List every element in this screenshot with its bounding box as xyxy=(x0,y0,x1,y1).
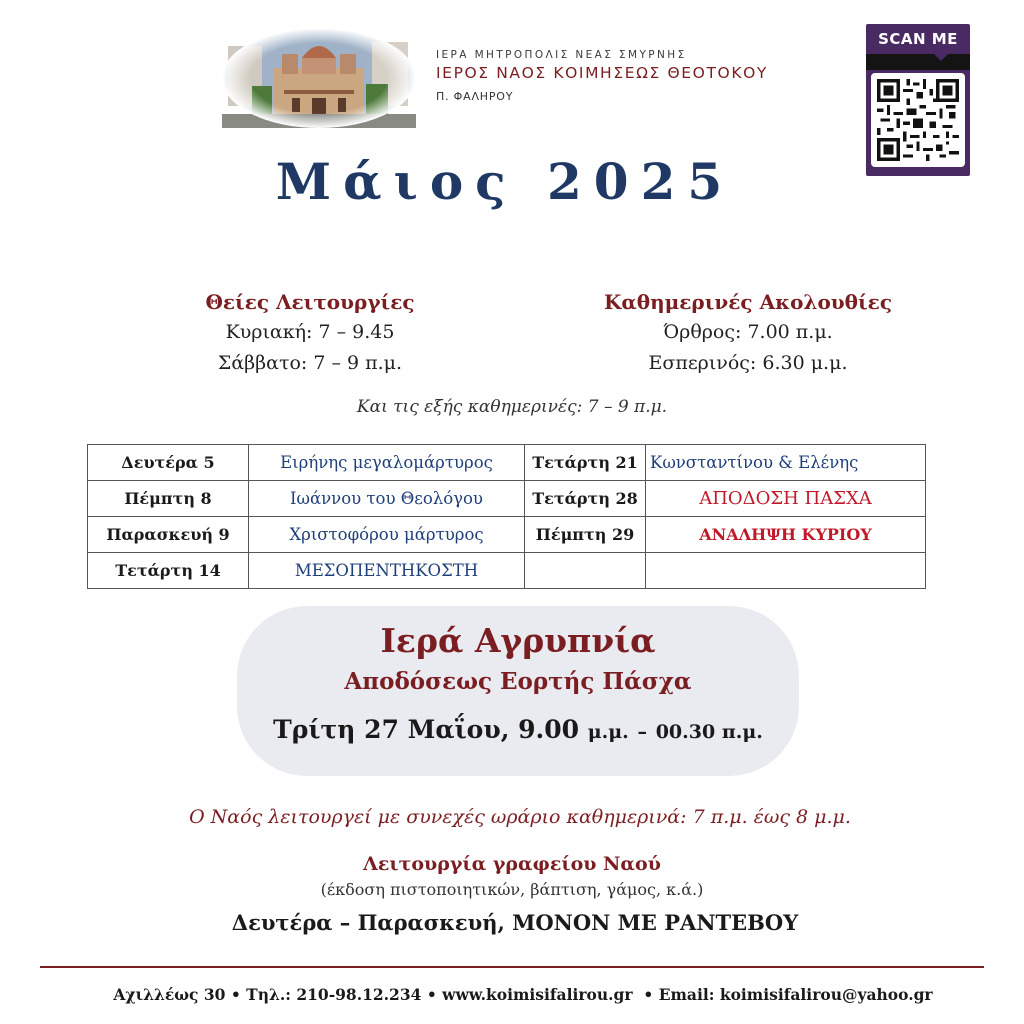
office-services: (έκδοση πιστοποιητικών, βάπτιση, γάμος, κ.ά.) xyxy=(320,880,704,899)
footer-bullet: • xyxy=(426,985,437,1004)
table-row xyxy=(88,481,926,517)
liturgies-title: Θείες Λειτουργίες xyxy=(205,290,415,314)
vigil-end: 00.30 π.μ. xyxy=(655,721,763,743)
schedule-feast: Κωνσταντίνου & Ελένης xyxy=(646,445,926,481)
church-opening-hours: Ο Ναός λειτουργεί με συνεχές ωράριο καθημερινά: 7 π.μ. έως 8 μ.μ. xyxy=(189,806,851,828)
liturgies-section xyxy=(150,287,470,379)
schedule-feast xyxy=(646,553,926,589)
footer-address: Αχιλλέως 30 xyxy=(113,985,226,1004)
footer-website-link[interactable]: www.koimisifalirou.gr xyxy=(442,985,633,1004)
vigil-title: Ιερά Αγρυπνία xyxy=(380,621,656,660)
schedule-day: Παρασκευή 9 xyxy=(88,517,249,553)
metropolis-name: ΙΕΡΑ ΜΗΤΡΟΠΟΛΙΣ ΝΕΑΣ ΣΜΥΡΝΗΣ xyxy=(436,49,687,61)
liturgy-saturday: Σάββατο: 7 – 9 π.μ. xyxy=(217,352,403,374)
table-row xyxy=(88,445,926,481)
schedule-day: Τετάρτη 28 xyxy=(525,481,646,517)
schedule-feast: ΑΝΑΛΗΨΗ ΚΥΡΙΟΥ xyxy=(646,517,926,553)
qr-band xyxy=(866,54,970,70)
vigil-pm: μ.μ. xyxy=(587,721,629,743)
schedule-feast: Ιωάννου του Θεολόγου xyxy=(249,481,525,517)
weekday-liturgies-note: Και τις εξής καθημερινές: 7 – 9 π.μ. xyxy=(356,397,668,417)
liturgy-sunday: Κυριακή: 7 – 9.45 xyxy=(225,321,395,343)
schedule-day: Τετάρτη 21 xyxy=(525,445,646,481)
footer-bullet: • xyxy=(230,985,241,1004)
vigil-start: Τρίτη 27 Μαΐου, 9.00 xyxy=(273,715,579,744)
church-name: ΙΕΡΟΣ ΝΑΟΣ ΚΟΙΜΗΣΕΩΣ ΘΕΟΤΟΚΟΥ xyxy=(436,64,768,82)
footer-contact xyxy=(0,985,1024,1004)
vigil-date xyxy=(237,715,799,744)
footer-email-link[interactable]: Email: koimisifalirou@yahoo.gr xyxy=(658,985,933,1004)
daily-services-section xyxy=(588,287,908,379)
footer-divider xyxy=(40,966,984,968)
church-location: Π. ΦΑΛΗΡΟΥ xyxy=(436,90,514,103)
qr-pointer-icon xyxy=(934,54,948,61)
schedule-feast: Ειρήνης μεγαλομάρτυρος xyxy=(249,445,525,481)
schedule-feast: Χριστοφόρου μάρτυρος xyxy=(249,517,525,553)
vigil-subtitle: Αποδόσεως Εορτής Πάσχα xyxy=(344,668,692,695)
table-row xyxy=(88,553,926,589)
schedule-day: Δευτέρα 5 xyxy=(88,445,249,481)
scan-me-label: SCAN ME xyxy=(878,30,958,48)
schedule-feast: ΜΕΣΟΠΕΝΤΗΚΟΣΤΗ xyxy=(249,553,525,589)
feast-schedule-table xyxy=(87,444,926,589)
church-photo xyxy=(222,28,416,128)
vespers-time: Εσπερινός: 6.30 μ.μ. xyxy=(648,352,848,374)
schedule-day xyxy=(525,553,646,589)
qr-code-icon[interactable] xyxy=(877,79,959,161)
table-row xyxy=(88,517,926,553)
schedule-feast: ΑΠΟΔΟΣΗ ΠΑΣΧΑ xyxy=(646,481,926,517)
schedule-day: Πέμπτη 29 xyxy=(525,517,646,553)
schedule-day: Τετάρτη 14 xyxy=(88,553,249,589)
office-hours: Δευτέρα – Παρασκευή, ΜΟΝΟΝ ΜΕ ΡΑΝΤΕΒΟΥ xyxy=(231,910,799,935)
month-title: Μάιος 2025 xyxy=(275,152,735,211)
vigil-dash: – xyxy=(637,721,647,743)
office-title: Λειτουργία γραφείου Ναού xyxy=(363,853,661,875)
schedule-day: Πέμπτη 8 xyxy=(88,481,249,517)
footer-bullet: • xyxy=(643,985,654,1004)
daily-services-title: Καθημερινές Ακολουθίες xyxy=(603,290,893,314)
orthros-time: Όρθρος: 7.00 π.μ. xyxy=(663,321,833,343)
footer-phone[interactable]: Τηλ.: 210-98.12.234 xyxy=(246,985,422,1004)
